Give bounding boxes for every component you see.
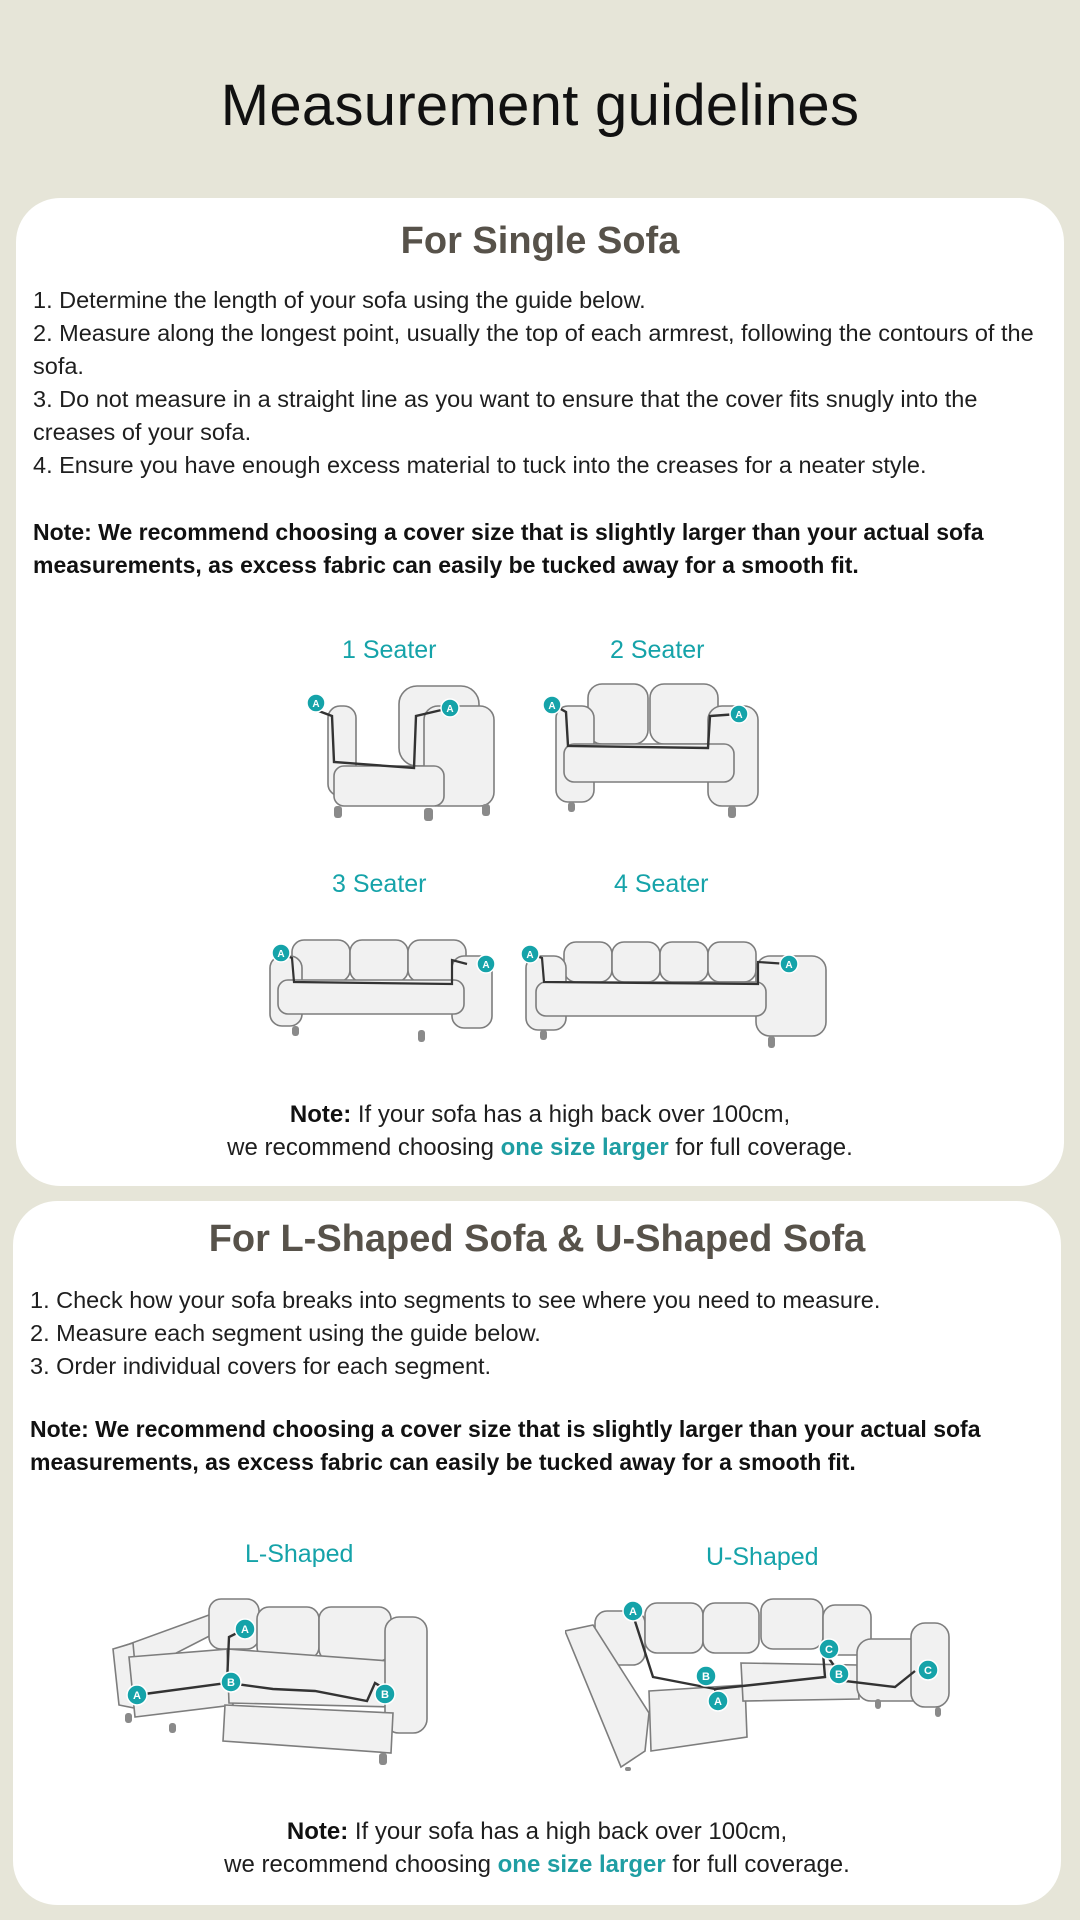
list-item: 2. Measure each segment using the guide below. — [30, 1320, 541, 1346]
svg-text:A: A — [446, 704, 454, 715]
shaped-sofa-heading: For L-Shaped Sofa & U-Shaped Sofa — [208, 1218, 866, 1260]
note-line-2-start: we recommend choosing — [227, 1134, 501, 1161]
svg-text:C: C — [924, 1665, 932, 1677]
list-item: 3. Order individual covers for each segment. — [30, 1353, 492, 1379]
single-sofa-steps — [33, 284, 1058, 482]
svg-text:A: A — [548, 701, 556, 712]
marker-a-icon — [127, 1685, 147, 1705]
label-2-seater: 2 Seater — [610, 636, 705, 664]
one-seater-diagram — [304, 676, 504, 826]
svg-text:B: B — [835, 1669, 843, 1681]
svg-text:B: B — [702, 1671, 710, 1683]
four-seater-diagram — [506, 934, 836, 1054]
list-item: 2. Measure along the longest point, usually the top of each armrest, following the contours of the sofa. — [33, 320, 1034, 379]
marker-c-icon — [819, 1639, 839, 1659]
svg-text:A: A — [482, 960, 490, 971]
marker-a-icon — [708, 1691, 728, 1711]
marker-b-icon — [221, 1672, 241, 1692]
u-shaped-diagram — [565, 1581, 985, 1771]
shaped-sofa-card — [13, 1201, 1061, 1905]
page-title: Measurement guidelines — [220, 73, 860, 138]
label-1-seater: 1 Seater — [342, 636, 437, 664]
one-size-larger-highlight: one size larger — [497, 1851, 666, 1878]
marker-b-icon — [829, 1664, 849, 1684]
svg-text:A: A — [714, 1696, 722, 1708]
label-3-seater: 3 Seater — [332, 870, 427, 898]
list-item: 1. Check how your sofa breaks into segments to see where you need to measure. — [30, 1287, 881, 1313]
marker-c-icon — [918, 1660, 938, 1680]
shaped-sofa-high-back-note — [13, 1815, 1061, 1881]
marker-a-icon — [543, 696, 561, 714]
marker-a-icon — [730, 705, 748, 723]
single-sofa-note: Note: We recommend choosing a cover size that is slightly larger than your actual sofa measurements, as excess fabric can easily be tucked away for a smooth fit. — [33, 519, 984, 578]
svg-text:B: B — [227, 1677, 235, 1689]
label-u-shaped: U-Shaped — [706, 1543, 819, 1571]
list-item: 4. Ensure you have enough excess material to tuck into the creases for a neater style. — [33, 452, 927, 478]
svg-text:A: A — [735, 710, 743, 721]
note-line-2-end: for full coverage. — [668, 1134, 853, 1161]
svg-text:A: A — [312, 699, 320, 710]
marker-a-icon — [477, 955, 495, 973]
single-sofa-high-back-note — [16, 1098, 1064, 1164]
svg-text:A: A — [526, 950, 534, 961]
list-item: 3. Do not measure in a straight line as you want to ensure that the cover fits snugly into the creases of your sofa. — [33, 386, 978, 445]
note-label: Note: — [289, 1101, 352, 1128]
list-item: 1. Determine the length of your sofa using the guide below. — [33, 287, 646, 313]
svg-text:B: B — [381, 1689, 389, 1701]
note-line-2-start: we recommend choosing — [224, 1851, 498, 1878]
svg-text:A: A — [133, 1690, 141, 1702]
shaped-sofa-note: Note: We recommend choosing a cover size that is slightly larger than your actual sofa measurements, as excess fabric can easily be tucked away for a smooth fit. — [30, 1416, 981, 1475]
single-sofa-heading: For Single Sofa — [400, 220, 680, 262]
marker-b-icon — [375, 1684, 395, 1704]
l-shaped-diagram — [109, 1577, 509, 1767]
svg-text:C: C — [825, 1644, 833, 1656]
single-sofa-card — [16, 198, 1064, 1186]
svg-text:A: A — [785, 960, 793, 971]
note-line-1: If your sofa has a high back over 100cm, — [348, 1818, 788, 1845]
marker-a-icon — [307, 694, 325, 712]
note-label: Note: — [286, 1818, 349, 1845]
marker-a-icon — [521, 945, 539, 963]
shaped-sofa-steps — [30, 1284, 1055, 1383]
marker-b-icon — [696, 1666, 716, 1686]
label-4-seater: 4 Seater — [614, 870, 709, 898]
three-seater-diagram — [252, 934, 512, 1054]
marker-a-icon — [623, 1601, 643, 1621]
marker-a-icon — [780, 955, 798, 973]
marker-a-icon — [441, 699, 459, 717]
two-seater-diagram — [528, 676, 778, 826]
one-size-larger-highlight: one size larger — [500, 1134, 669, 1161]
note-line-2-end: for full coverage. — [665, 1851, 850, 1878]
svg-text:A: A — [629, 1606, 637, 1618]
svg-text:A: A — [241, 1624, 249, 1636]
note-line-1: If your sofa has a high back over 100cm, — [351, 1101, 791, 1128]
svg-text:A: A — [277, 949, 285, 960]
label-l-shaped: L-Shaped — [245, 1540, 354, 1568]
marker-a-icon — [235, 1619, 255, 1639]
marker-a-icon — [272, 944, 290, 962]
